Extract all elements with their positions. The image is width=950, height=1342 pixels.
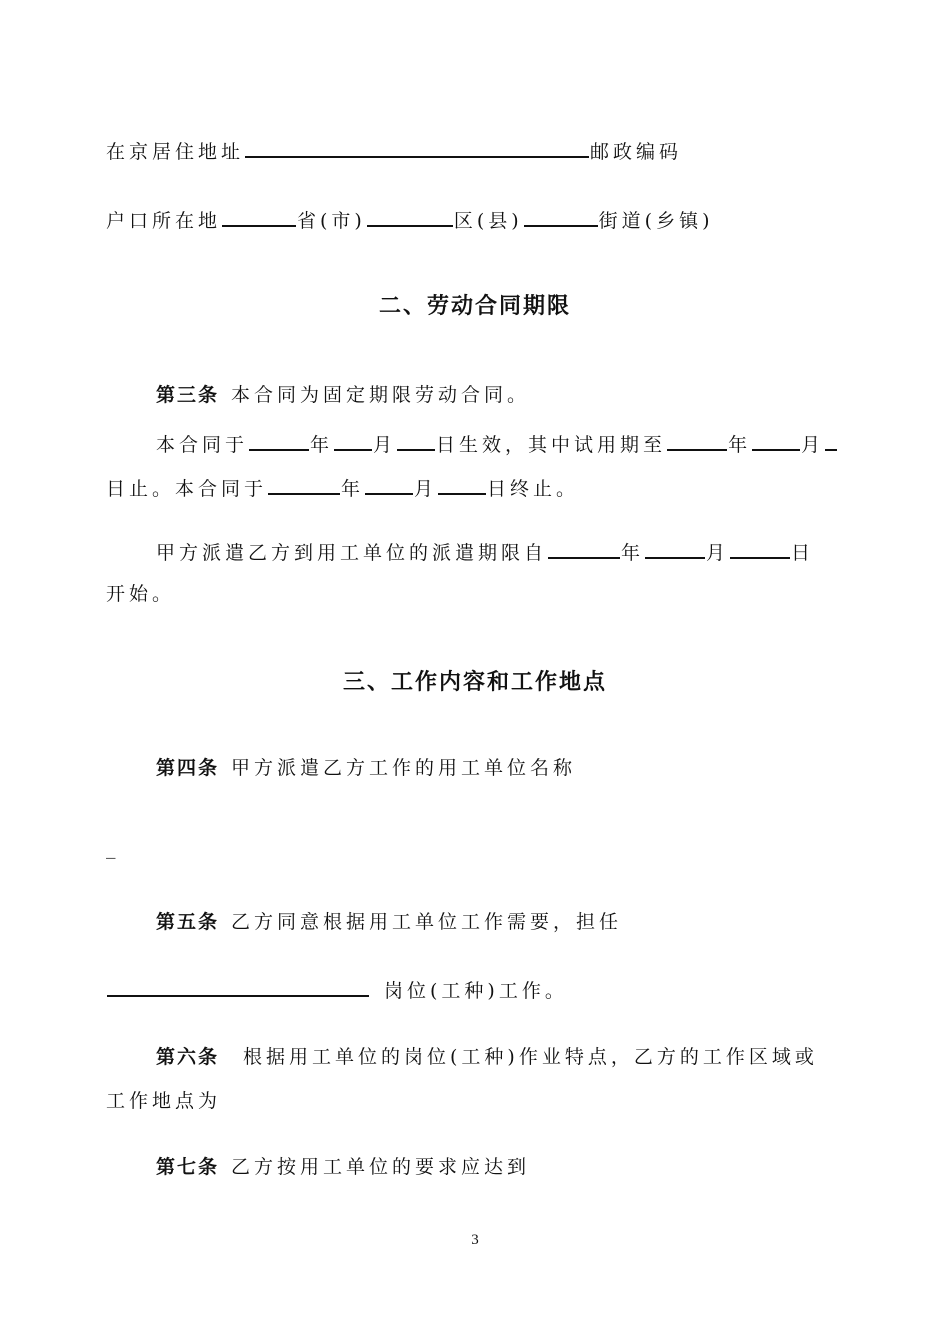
postal-code-label: 邮政编码 [590, 141, 683, 163]
dispatch-month-label: 月 [706, 542, 730, 564]
article-4-text: 甲方派遣乙方工作的用工单位名称 [231, 757, 577, 779]
termination-year-label: 年 [341, 478, 365, 500]
article-5-text: 乙方同意根据用工单位工作需要，担任 [231, 911, 623, 933]
article-6-cont-line [106, 1087, 950, 1115]
dispatch-year-blank[interactable] [548, 537, 620, 559]
article-5-line [156, 908, 950, 936]
termination-month-label: 月 [414, 478, 438, 500]
article-7-text: 乙方按用工单位的要求应达到 [231, 1156, 531, 1178]
probation-day-blank[interactable] [825, 429, 837, 451]
dispatch-prefix: 甲方派遣乙方到用工单位的派遣期限自 [156, 542, 548, 564]
post-suffix-text: 岗位(工种)工作。 [384, 980, 568, 1002]
article-5-label: 第五条 [156, 911, 220, 933]
article-4-line [156, 754, 950, 782]
dispatch-day-label: 日 [791, 542, 815, 564]
page-number: 3 [471, 1232, 479, 1248]
section-3-title: 三、工作内容和工作地点 [342, 670, 607, 695]
article-6-text: 根据用工单位的岗位(工种)作业特点，乙方的工作区域或 [243, 1046, 818, 1068]
article-6-line [156, 1043, 950, 1071]
hukou-label: 户口所在地 [106, 210, 222, 232]
post-name-blank[interactable] [107, 975, 369, 997]
residence-address-line [106, 136, 950, 166]
effective-year-label: 年 [310, 434, 334, 456]
probation-month-label: 月 [801, 434, 825, 456]
effective-month-blank[interactable] [334, 429, 372, 451]
termination-end-text: 日终止。 [487, 478, 580, 500]
dispatch-period-line [156, 537, 950, 567]
article-7-label: 第七条 [156, 1156, 220, 1178]
effective-date-line [156, 429, 950, 459]
hukou-line [106, 205, 950, 235]
residence-address-label: 在京居住地址 [106, 141, 245, 163]
article-4-blank-line[interactable] [106, 834, 950, 862]
probation-year-blank[interactable] [667, 429, 727, 451]
district-blank[interactable] [367, 205, 453, 227]
effective-prefix: 本合同于 [156, 434, 249, 456]
street-label: 街道(乡镇) [598, 210, 714, 232]
province-blank[interactable] [222, 205, 296, 227]
article-7-line [156, 1153, 950, 1181]
termination-day-blank[interactable] [438, 473, 486, 495]
effective-year-blank[interactable] [249, 429, 309, 451]
article-3-text: 本合同为固定期限劳动合同。 [231, 384, 531, 406]
probation-month-blank[interactable] [752, 429, 800, 451]
dispatch-end-line [106, 580, 950, 608]
probation-year-label: 年 [728, 434, 752, 456]
dispatch-month-blank[interactable] [645, 537, 705, 559]
article-4-label: 第四条 [156, 757, 220, 779]
article-3-label: 第三条 [156, 384, 220, 406]
section-2-title: 二、劳动合同期限 [378, 294, 571, 319]
dispatch-day-blank[interactable] [730, 537, 790, 559]
province-label: 省(市) [297, 210, 366, 232]
article-6-label: 第六条 [156, 1046, 220, 1068]
effective-mid-text: 日生效，其中试用期至 [436, 434, 667, 456]
dispatch-end-text: 开始。 [106, 583, 176, 605]
termination-prefix: 日止。本合同于 [106, 478, 268, 500]
termination-month-blank[interactable] [365, 473, 413, 495]
article-5-post-line [106, 975, 950, 1005]
effective-month-label: 月 [373, 434, 397, 456]
termination-line [106, 473, 950, 503]
article-3-line [156, 381, 950, 409]
termination-year-blank[interactable] [268, 473, 340, 495]
employer-name-blank[interactable]: _ [106, 837, 120, 859]
effective-day-blank[interactable] [397, 429, 435, 451]
residence-address-blank[interactable] [245, 136, 589, 158]
article-6-cont-text: 工作地点为 [106, 1090, 222, 1112]
dispatch-year-label: 年 [621, 542, 645, 564]
street-blank[interactable] [524, 205, 598, 227]
district-label: 区(县) [453, 210, 523, 232]
